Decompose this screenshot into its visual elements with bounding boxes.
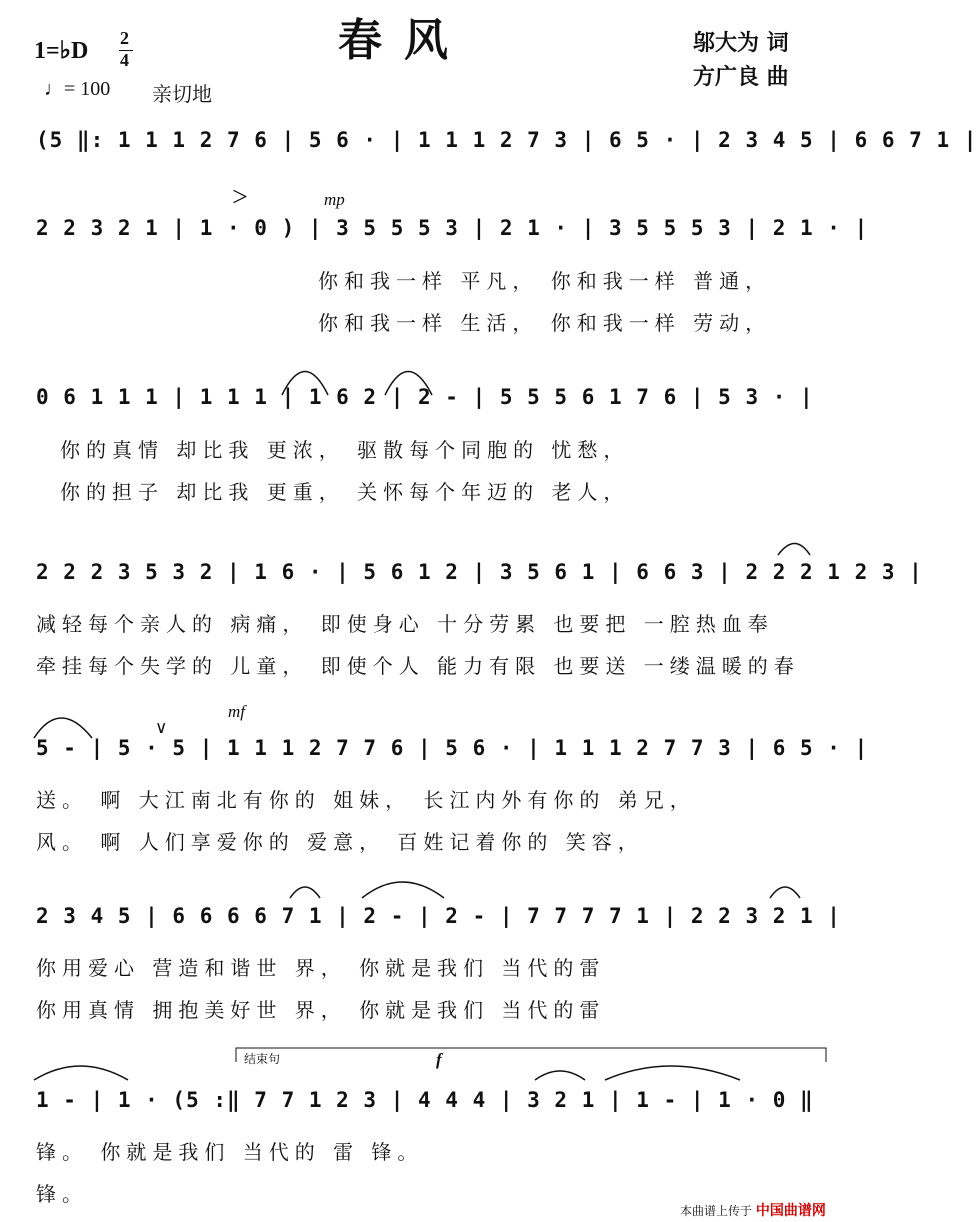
slur-mark bbox=[34, 1066, 128, 1080]
lyricist-credit: 邬大为 词 bbox=[693, 31, 789, 56]
key-signature: 1=♭D bbox=[34, 38, 89, 64]
lyric-line-6b: 你用真情 拥抱美好世 界， 你就是我们 当代的雷 bbox=[36, 998, 606, 1022]
lyric-line-5a: 送。 啊 大江南北有你的 姐妹， 长江内外有你的 弟兄， bbox=[36, 788, 696, 812]
lyric-line-6a: 你用爱心 营造和谐世 界， 你就是我们 当代的雷 bbox=[36, 956, 606, 980]
footer-site[interactable]: 中国曲谱网 bbox=[755, 1203, 826, 1219]
dynamic-mf: mf bbox=[228, 702, 245, 721]
lyric-line-5b: 风。 啊 人们享爱你的 爱意， 百姓记着你的 笑容， bbox=[36, 830, 644, 854]
slur-mark bbox=[290, 887, 320, 898]
lyric-line-7a: 锋。 你就是我们 当代的 雷 锋。 bbox=[36, 1140, 424, 1164]
lyric-line-3a: 你的真情 却比我 更浓， 驱散每个同胞的 忧愁， bbox=[60, 438, 630, 462]
time-signature-top: 2 bbox=[120, 28, 129, 48]
lyric-line-7b: 锋。 bbox=[36, 1182, 88, 1206]
notation-line-4: 2 2 2 3 5 3 2 | 1 6 · | 5 6 1 2 | 3 5 6 1 | 6 6 3 | 2 2 2 1 2 3 | bbox=[36, 560, 923, 584]
time-signature-bottom: 4 bbox=[120, 50, 129, 70]
lyric-line-4a: 减轻每个亲人的 病痛， 即使身心 十分劳累 也要把 一腔热血奉 bbox=[36, 612, 774, 636]
song-title: 春风 bbox=[338, 15, 470, 66]
lyric-line-4b: 牵挂每个失学的 儿童， 即使个人 能力有限 也要送 一缕温暖的春 bbox=[36, 654, 800, 678]
tempo-marking: ♩= 100 bbox=[44, 78, 111, 100]
footer-text: 本曲谱上传于 bbox=[680, 1204, 753, 1218]
notation-line-1: (5 ‖: 1 1 1 2 7 6 | 5 6 · | 1 1 1 2 7 3 | 6 5 · | 2 3 4 5 | 6 6 7 1 | bbox=[36, 128, 977, 152]
slur-mark bbox=[770, 887, 800, 898]
ending-bracket bbox=[236, 1048, 826, 1062]
notation-line-3: 0 6 1 1 1 | 1 1 1 | 1 6 2 | 2 - | 5 5 5 6 1 7 6 | 5 3 · | bbox=[36, 385, 814, 409]
slur-mark bbox=[362, 882, 444, 898]
composer-credit: 方广良 曲 bbox=[693, 65, 789, 90]
notation-line-7: 1 - | 1 · (5 :‖ 7 7 1 2 3 | 4 4 4 | 3 2 1 | 1 - | 1 · 0 ‖ bbox=[36, 1088, 814, 1112]
slur-mark bbox=[34, 718, 92, 738]
dynamic-mp: mp bbox=[324, 190, 345, 209]
slur-mark bbox=[605, 1066, 740, 1080]
breath-mark: ∨ bbox=[155, 718, 168, 737]
slur-mark bbox=[778, 544, 810, 556]
lyric-line-3b: 你的担子 却比我 更重， 关怀每个年迈的 老人， bbox=[60, 480, 630, 504]
notation-line-5: 5 - | 5 · 5 | 1 1 1 2 7 7 6 | 5 6 · | 1 1 1 2 7 7 3 | 6 5 · | bbox=[36, 736, 869, 760]
slur-mark bbox=[535, 1071, 585, 1080]
lyric-line-2a: 你和我一样 平凡， 你和我一样 普通， bbox=[318, 269, 772, 293]
accent-mark: > bbox=[232, 182, 248, 213]
notation-line-6: 2 3 4 5 | 6 6 6 6 7 1 | 2 - | 2 - | 7 7 7 7 1 | 2 2 3 2 1 | bbox=[36, 904, 841, 928]
footer bbox=[680, 1200, 826, 1220]
expression-marking: 亲切地 bbox=[152, 84, 212, 106]
ending-label: 结束句 bbox=[244, 1052, 281, 1066]
lyric-line-2b: 你和我一样 生活， 你和我一样 劳动， bbox=[318, 311, 772, 335]
notation-line-2: 2 2 3 2 1 | 1 · 0 ) | 3 5 5 5 3 | 2 1 · | 3 5 5 5 3 | 2 1 · | bbox=[36, 216, 869, 240]
dynamic-f: f bbox=[436, 1050, 442, 1069]
